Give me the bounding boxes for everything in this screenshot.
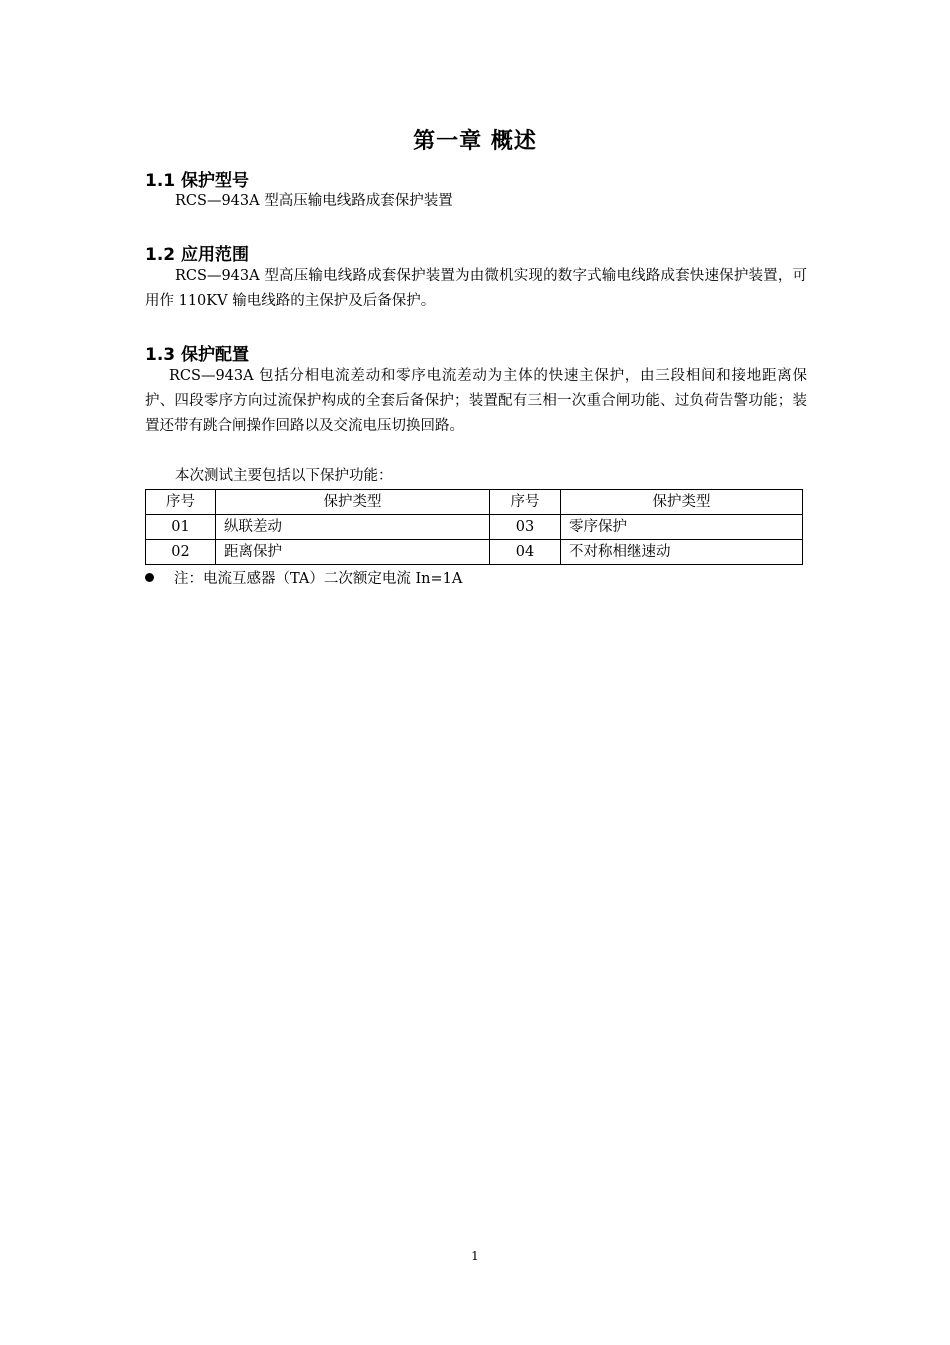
section-heading-model: 1.1 保护型号 (145, 171, 250, 191)
section-text-config: RCS—943A 包括分相电流差动和零序电流差动为主体的快速主保护，由三段相间和接地距离保护、四段零序方向过流保护构成的全套后备保护；装置配有三相一次重合闸功能、过负荷告警功能；装置还带有跳合闸操作回路以及交流电压切换回路。 (145, 368, 807, 434)
section-heading-scope: 1.2 应用范围 (145, 245, 250, 265)
table-header-cell: 序号 (146, 490, 216, 515)
table-cell: 03 (490, 515, 561, 540)
note (145, 568, 462, 590)
table-header-cell: 序号 (490, 490, 561, 515)
table-header-row (146, 490, 803, 515)
table-cell: 纵联差动 (216, 515, 490, 540)
table-cell: 04 (490, 540, 561, 565)
protection-function-table (145, 489, 803, 565)
table-cell: 02 (146, 540, 216, 565)
page-number: 1 (471, 1249, 479, 1263)
section-text-scope: RCS—943A 型高压输电线路成套保护装置为由微机实现的数字式输电线路成套快速保护装置，可用作 110KV 输电线路的主保护及后备保护。 (145, 268, 807, 309)
table-header-cell: 保护类型 (561, 490, 803, 515)
bullet-icon (145, 573, 154, 582)
table-cell: 距离保护 (216, 540, 490, 565)
table-cell: 零序保护 (561, 515, 803, 540)
table-cell: 01 (146, 515, 216, 540)
table-cell: 不对称相继速动 (561, 540, 803, 565)
test-intro: 本次测试主要包括以下保护功能： (175, 468, 393, 484)
section-text-model: RCS—943A 型高压输电线路成套保护装置 (175, 193, 453, 209)
table-header-cell: 保护类型 (216, 490, 490, 515)
table-row (146, 515, 803, 540)
chapter-title: 第一章 概述 (413, 129, 537, 154)
table-row (146, 540, 803, 565)
note-text: 注：电流互感器（TA）二次额定电流 In=1A (174, 571, 463, 587)
section-heading-config: 1.3 保护配置 (145, 345, 250, 365)
